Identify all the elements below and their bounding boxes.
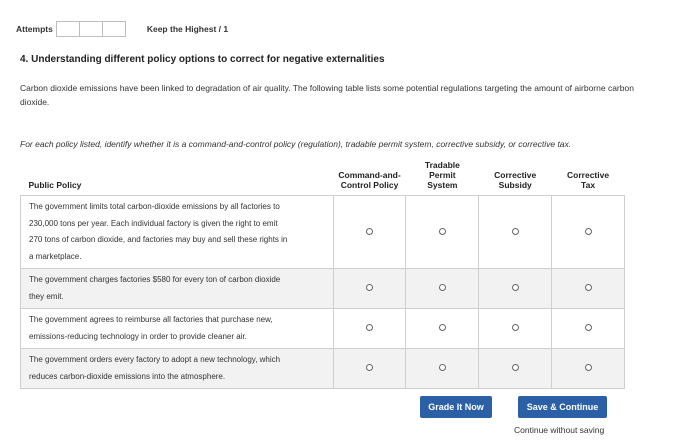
attempts-bar: [16, 18, 228, 40]
option-cell: [333, 196, 406, 269]
policy-description: [21, 349, 334, 389]
radio-command-and-control[interactable]: [366, 324, 373, 331]
policy-description: [21, 269, 334, 309]
header-line: Subsidy: [498, 180, 532, 190]
option-cell: [479, 309, 552, 349]
header-line: System: [427, 180, 458, 190]
radio-tradable-permit[interactable]: [439, 284, 446, 291]
grade-it-now-button[interactable]: Grade It Now: [420, 396, 492, 418]
continue-without-saving-link[interactable]: Continue without saving: [514, 425, 605, 435]
policy-line: The government charges factories $580 for every ton of carbon dioxide: [29, 275, 281, 284]
option-cell: [552, 269, 625, 309]
question-instruction: For each policy listed, identify whether it is a command-and-control policy (regulation), tradable permit system, corrective subsidy, or corrective tax.: [20, 139, 572, 149]
header-line: Permit: [429, 170, 456, 180]
radio-corrective-subsidy[interactable]: [512, 228, 519, 235]
policy-table: [20, 160, 625, 389]
header-line: Corrective: [494, 170, 537, 180]
attempt-box: [56, 21, 80, 37]
radio-command-and-control[interactable]: [366, 228, 373, 235]
option-cell: [552, 349, 625, 389]
policy-description: [21, 309, 334, 349]
radio-corrective-tax[interactable]: [585, 364, 592, 371]
radio-corrective-tax[interactable]: [585, 324, 592, 331]
table-row: [21, 309, 625, 349]
table-row: [21, 269, 625, 309]
header-line: Tradable: [424, 160, 460, 170]
radio-corrective-subsidy[interactable]: [512, 324, 519, 331]
policy-line: The government orders every factory to adopt a new technology, which: [29, 355, 281, 364]
header-line: Control Policy: [340, 180, 399, 190]
question-title: 4. Understanding different policy options to correct for negative externalities: [20, 54, 385, 65]
option-cell: [406, 196, 479, 269]
radio-tradable-permit[interactable]: [439, 324, 446, 331]
header-line: Command-and-: [338, 170, 401, 180]
policy-line: they emit.: [29, 291, 64, 301]
header-corrective-tax: [552, 160, 625, 196]
radio-corrective-subsidy[interactable]: [512, 364, 519, 371]
policy-description: [21, 196, 334, 269]
policy-line: The government agrees to reimburse all factories that purchase new,: [29, 315, 273, 324]
policy-line: a marketplace.: [29, 251, 82, 261]
radio-command-and-control[interactable]: [366, 284, 373, 291]
header-corrective-subsidy: [479, 160, 552, 196]
question-intro: Carbon dioxide emissions have been linked to degradation of air quality. The following table lists some potential regulations targeting the amount of airborne carbon dioxide.: [20, 83, 634, 107]
radio-corrective-subsidy[interactable]: [512, 284, 519, 291]
table-row: [21, 196, 625, 269]
attempt-box: [79, 21, 103, 37]
policy-line: emissions-reducing technology in order to provide cleaner air.: [29, 331, 247, 341]
option-cell: [552, 309, 625, 349]
radio-corrective-tax[interactable]: [585, 228, 592, 235]
policy-line: 270 tons of carbon dioxide, and factories may buy and sell these rights in: [29, 235, 288, 244]
option-cell: [552, 196, 625, 269]
table-row: [21, 349, 625, 389]
radio-tradable-permit[interactable]: [439, 228, 446, 235]
policy-line: The government limits total carbon-dioxide emissions by all factories to: [29, 202, 280, 211]
option-cell: [406, 309, 479, 349]
option-cell: [333, 349, 406, 389]
option-cell: [333, 269, 406, 309]
option-cell: [333, 309, 406, 349]
radio-corrective-tax[interactable]: [585, 284, 592, 291]
attempt-boxes: [56, 21, 125, 37]
attempt-box: [102, 21, 126, 37]
header-line: Tax: [581, 180, 596, 190]
public-policy-header: Public Policy: [28, 180, 82, 190]
option-cell: [406, 269, 479, 309]
attempts-label: Attempts: [16, 24, 53, 34]
policy-line: 230,000 tons per year. Each individual factory is given the right to emit: [29, 218, 278, 228]
keep-highest-label: Keep the Highest / 1: [146, 24, 229, 34]
header-tradable-permit: [406, 160, 479, 196]
save-and-continue-button[interactable]: Save & Continue: [518, 396, 607, 418]
header-line: Corrective: [567, 170, 610, 180]
option-cell: [479, 269, 552, 309]
radio-tradable-permit[interactable]: [439, 364, 446, 371]
header-command-and-control: [333, 160, 406, 196]
option-cell: [479, 349, 552, 389]
option-cell: [406, 349, 479, 389]
table-header-row: [21, 160, 625, 196]
policy-line: reduces carbon-dioxide emissions into the atmosphere.: [29, 371, 226, 381]
radio-command-and-control[interactable]: [366, 364, 373, 371]
option-cell: [479, 196, 552, 269]
